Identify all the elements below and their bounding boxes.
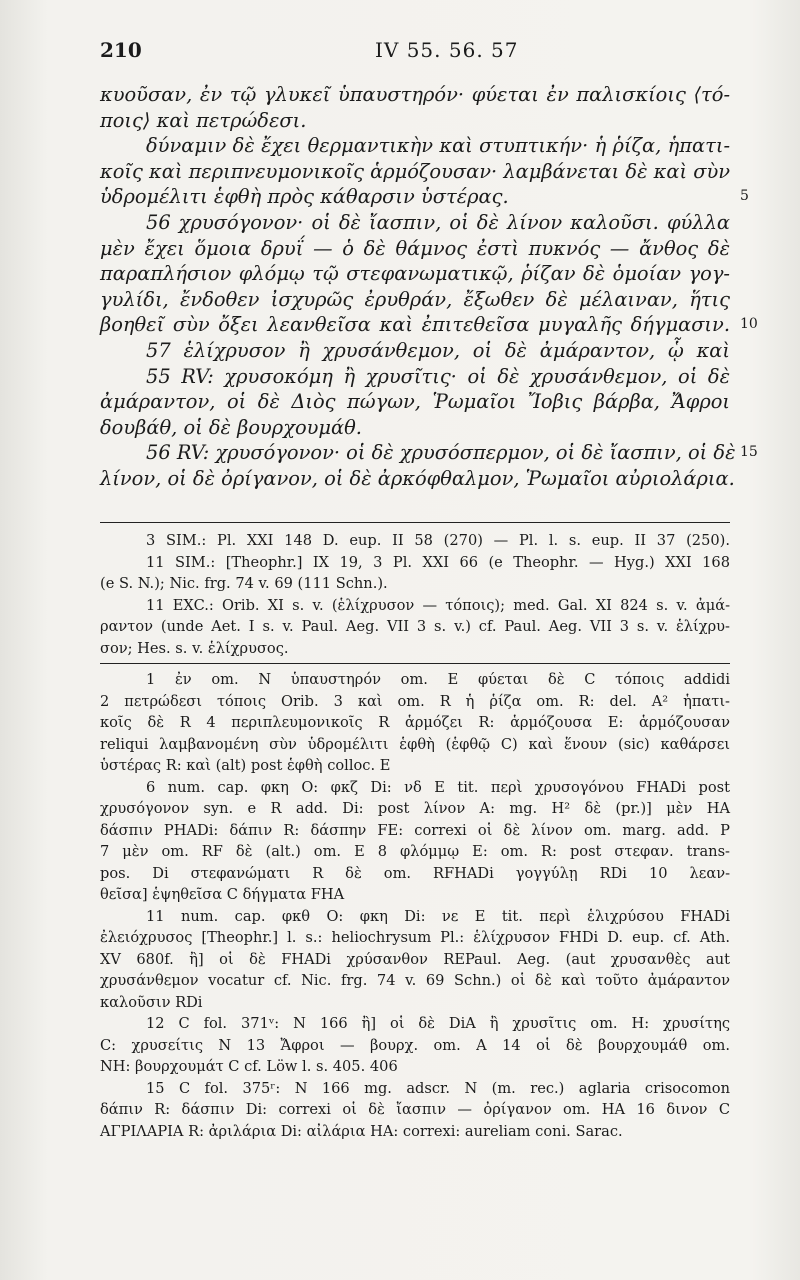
text-line: 55 RV: χρυσοκόμη ἢ χρυσῖτις· οἱ δὲ χρυσάνθεμον, οἱ δὲ: [146, 364, 730, 388]
line-number: 5: [740, 188, 749, 205]
apparatus-line: NH: βουρχουμάτ C cf. Löw l. s. 405. 406: [100, 1058, 398, 1075]
testimonia-line: 11 EXC.: Orib. XI s. v. (ἑλίχρυσον — τόποις); med. Gal. XI 824 s. v. ἀμά-: [146, 596, 730, 614]
apparatus-line: 11 num. cap. φκθ O: φκη Di: νε E tit. περὶ ἑλιχρύσου FHADi: [146, 907, 730, 925]
apparatus-line: ΑΓΡΙΛΑΡΙΑ R: ἀριλάρια Di: αἰλάρια HA: correxi: aureliam coni. Sarac.: [100, 1122, 623, 1140]
text-line: παραπλήσιον φλόμῳ τῷ στεφανωματικῷ, ῥίζαν δὲ ὁμοίαν γογ-: [100, 262, 730, 286]
apparatus-line: 1 ἐν om. N ὑπαυστηρόν om. E φύεται δὲ C τόποις addidi: [146, 671, 730, 688]
apparatus-line: καλοῦσιν RDi: [100, 993, 203, 1011]
apparatus-line: 2 πετρώδεσι τόποις Orib. 3 καὶ om. R ἡ ῥίζα om. R: del. A² ἡπατι-: [100, 692, 730, 710]
text-line-10: [100, 312, 758, 338]
apparatus-line: pos. Di στεφανώματι R δὲ om. RFHADi γογγύλῃ RDi 10 λεαν-: [100, 864, 730, 882]
testimonia-line: (e S. N.); Nic. frg. 74 v. 69 (111 Schn.).: [100, 575, 388, 592]
testimonia-apparatus: [100, 530, 730, 659]
apparatus-line: reliqui λαμβανομένη σὺν ὑδρομέλιτι ἑφθὴ (ἑφθῷ C) καὶ ἕνουν (sic) καθάρσει: [100, 735, 730, 753]
running-head: [100, 38, 710, 66]
text-line-content: βοηθεῖ σὺν ὄξει λεανθεῖσα καὶ ἐπιτεθεῖσα μυγαλῆς δήγμασιν.: [100, 313, 730, 337]
apparatus-line: θεῖσα] ἑψηθεῖσα C δήγματα FHA: [100, 886, 345, 903]
apparatus-line: 6 num. cap. φκη O: φκζ Di: νδ E tit. περὶ χρυσογόνου FHADi post: [146, 778, 730, 796]
testimonia-line: ραντον (unde Aet. I s. v. Paul. Aeg. VII 3 s. v.) cf. Paul. Aeg. VII 3 s. v. ἑλίχρυ-: [100, 618, 730, 635]
divider-rule: [100, 522, 730, 523]
apparatus-line: ὑστέρας R: καὶ (alt) post ἑφθὴ colloc. E: [100, 757, 391, 774]
critical-apparatus: [100, 669, 730, 1142]
text-line: δουβάθ, οἱ δὲ βουρχουμάθ.: [100, 415, 362, 439]
text-line-15: [100, 440, 758, 466]
testimonia-line: 3 SIM.: Pl. XXI 148 D. eup. II 58 (270) — Pl. l. s. eup. II 37 (250).: [146, 532, 730, 549]
text-line-5: [100, 184, 749, 210]
apparatus-line: δάσπιν PHADi: δάπιν R: δάσπην FE: correxi οἱ δὲ λίνον om. marg. add. P: [100, 821, 730, 839]
line-number: 15: [740, 444, 758, 461]
text-line-content: 56 RV: χρυσόγονον· οἱ δὲ χρυσόσπερμον, οἱ δὲ ἴασπιν, οἱ δὲ: [146, 441, 736, 465]
text-line: μὲν ἔχει ὅμοια δρυΐ — ὁ δὲ θάμνος ἐστὶ πυκνός — ἄνθος δὲ: [100, 236, 730, 260]
line-number: 10: [740, 316, 758, 333]
apparatus-line: ἐλειόχρυσος [Theophr.] l. s.: heliochrysum Pl.: ἑλίχρυσον FHDi D. eup. cf. Ath.: [100, 929, 730, 946]
testimonia-line: σον; Hes. s. v. ἑλίχρυσος.: [100, 639, 289, 657]
main-text: [100, 82, 758, 492]
testimonia-line: 11 SIM.: [Theophr.] IX 19, 3 Pl. XXI 66 (e Theophr. — Hyg.) XXI 168: [146, 553, 730, 571]
apparatus-line: 12 C fol. 371ᵛ: N 166 ἢ] οἱ δὲ DiA ἢ χρυσῖτις om. H: χρυσίτης: [146, 1015, 730, 1032]
text-line: 56 χρυσόγονον· οἱ δὲ ἴασπιν, οἱ δὲ λίνον καλοῦσι. φύλλα: [146, 210, 730, 234]
text-line: ἀμάραντον, οἱ δὲ Διὸς πώγων, Ῥωμαῖοι Ἴοβις βάρβα, Ἄφροι: [100, 390, 730, 414]
text-line-content: ὑδρομέλιτι ἑφθὴ πρὸς κάθαρσιν ὑστέρας.: [100, 185, 509, 209]
apparatus-line: XV 680f. ἢ] οἱ δὲ FHADi χρύσανθον REPaul. Aeg. (aut χρυσανθὲς aut: [100, 950, 730, 968]
text-line: 57 ἑλίχρυσον ἢ χρυσάνθεμον, οἱ δὲ ἀμάραντον, ᾧ καὶ: [146, 338, 730, 362]
apparatus-line: χρυσόγονον syn. e R add. Di: post λίνον A: mg. H² δὲ (pr.)] μὲν HA: [100, 800, 730, 817]
apparatus-line: χρυσάνθεμον vocatur cf. Nic. frg. 74 v. 69 Schn.) οἱ δὲ καὶ τοῦτο ἀμάραντον: [100, 972, 730, 989]
text-line: γυλίδι, ἔνδοθεν ἰσχυρῶς ἐρυθράν, ἔξωθεν δὲ μέλαιναν, ἥτις: [100, 287, 730, 311]
running-title: IV 55. 56. 57: [375, 38, 519, 62]
apparatus-line: C: χρυσείτις N 13 Ἄφροι — βουρχ. om. A 14 οἱ δὲ βουρχουμάθ om.: [100, 1036, 730, 1054]
apparatus-line: 15 C fol. 375ʳ: N 166 mg. adscr. N (m. rec.) aglaria crisocomon: [146, 1079, 730, 1097]
apparatus-line: 7 μὲν om. RF δὲ (alt.) om. E 8 φλόμμῳ E: om. R: post στεφαν. trans-: [100, 843, 730, 860]
divider-rule: [100, 663, 730, 664]
text-line: δύναμιν δὲ ἔχει θερμαντικὴν καὶ στυπτικήν· ἡ ῥίζα, ἡπατι-: [146, 134, 730, 158]
apparatus-line: κοῖς δὲ R 4 περιπλευμονικοῖς R ἁρμόζει R: ἁρμόζουσα E: ἁρμόζουσαν: [100, 714, 730, 731]
text-line: ποις⟩ καὶ πετρώδεσι.: [100, 108, 307, 132]
apparatus-line: δάπιν R: δάσπιν Di: correxi οἱ δὲ ἴασπιν — ὀρίγανον om. HA 16 δινον C: [100, 1101, 730, 1118]
text-line: λίνον, οἱ δὲ ὀρίγανον, οἱ δὲ ἀρκόφθαλμον, Ῥωμαῖοι αὐριολάρια.: [100, 466, 735, 490]
text-line: κοῖς καὶ περιπνευμονικοῖς ἁρμόζουσαν· λαμβάνεται δὲ καὶ σὺν: [100, 159, 731, 183]
text-line: κυοῦσαν, ἐν τῷ γλυκεῖ ὑπαυστηρόν· φύεται ἐν παλισκίοις ⟨τό-: [100, 83, 730, 106]
page-number: 210: [100, 38, 142, 62]
